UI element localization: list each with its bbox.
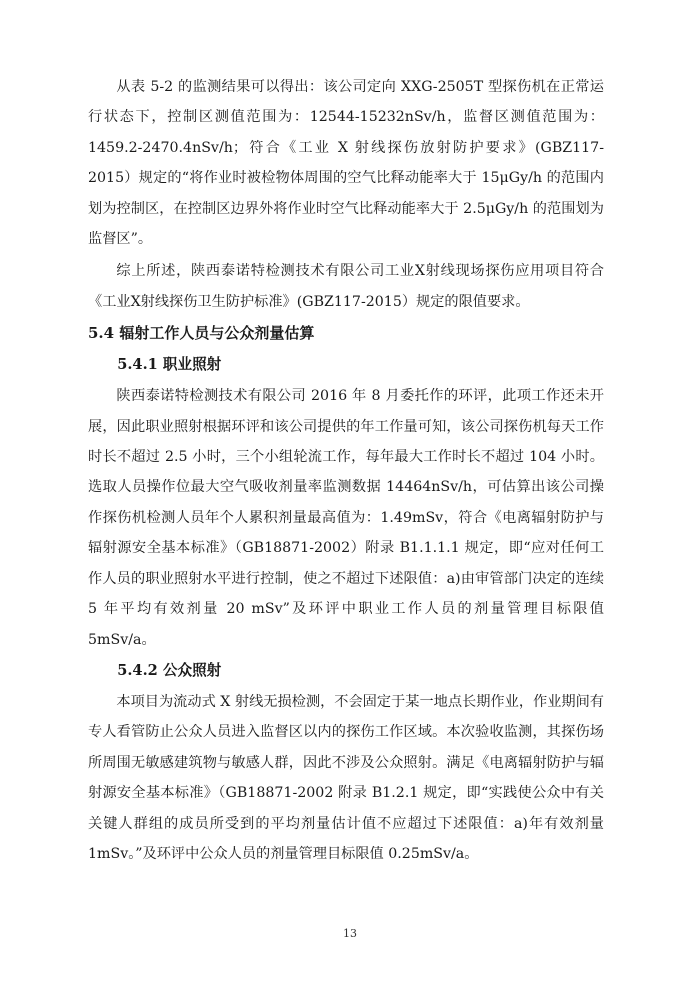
subsection-heading-5-4-1: 5.4.1 职业照射: [117, 356, 222, 374]
paragraph-summary: 综上所述，陕西泰诺特检测技术有限公司工业X射线现场探伤应用项目符合《工业X射线探伤卫生防护标准》(GBZ117-2015）规定的限值要求。: [88, 263, 604, 310]
paragraph-public-exposure: 本项目为流动式 X 射线无损检测，不会固定于某一地点长期作业，作业期间有专人看管防止公众人员进入监督区以内的探伤工作区域。本次验收监测，其探伤场所周围无敏感建筑物与敏感人群，因此不涉及公众照射。满足《电离辐射防护与辐射源安全基本标准》（GB18871-2002 附录 B1.2.1 规定，即“实践使公众中有关关键人群组的成员所受到的平均剂量估计值不应超过下述限值：a)年有效剂量 1mSv。”及环评中公众人员的剂量管理目标限值 0.25mSv/a。: [88, 693, 604, 862]
page-number: 13: [343, 927, 357, 940]
paragraph-monitoring-results: 从表 5-2 的监测结果可以得出：该公司定向 XXG-2505T 型探伤机在正常运行状态下，控制区测值范围为：12544-15232nSv/h，监督区测值范围为：1459.2-2470.4nSv/h；符合《工业 X 射线探伤放射防护要求》(GBZ117-2015）规定的“将作业时被检物体周围的空气比释动能率大于 15μGy/h 的范围内划为控制区，在控制区边界外将作业时空气比释动能率大于 2.5μGy/h 的范围划为监督区”。: [88, 79, 604, 248]
paragraph-occupational-exposure: 陕西泰诺特检测技术有限公司 2016 年 8 月委托作的环评，此项工作还未开展，因此职业照射根据环评和该公司提供的年工作量可知，该公司探伤机每天工作时长不超过 2.5 小时，三个小组轮流工作，每年最大工作时长不超过 104 小时。选取人员操作位最大空气吸收剂量率监测数据 14464nSv/h，可估算出该公司操作探伤机检测人员年个人累积剂量最高值为：1.49mSv，符合《电离辐射防护与辐射源安全基本标准》（GB18871-2002）附录 B1.1.1.1 规定，即“应对任何工作人员的职业照射水平进行控制，使之不超过下述限值：a)由审管部门决定的连续 5 年平均有效剂量 20 mSv”及环评中职业工作人员的剂量管理目标限值 5mSv/a。: [88, 388, 604, 648]
subsection-heading-5-4-2: 5.4.2 公众照射: [117, 661, 222, 679]
section-heading-5-4: 5.4 辐射工作人员与公众剂量估算: [88, 324, 315, 343]
